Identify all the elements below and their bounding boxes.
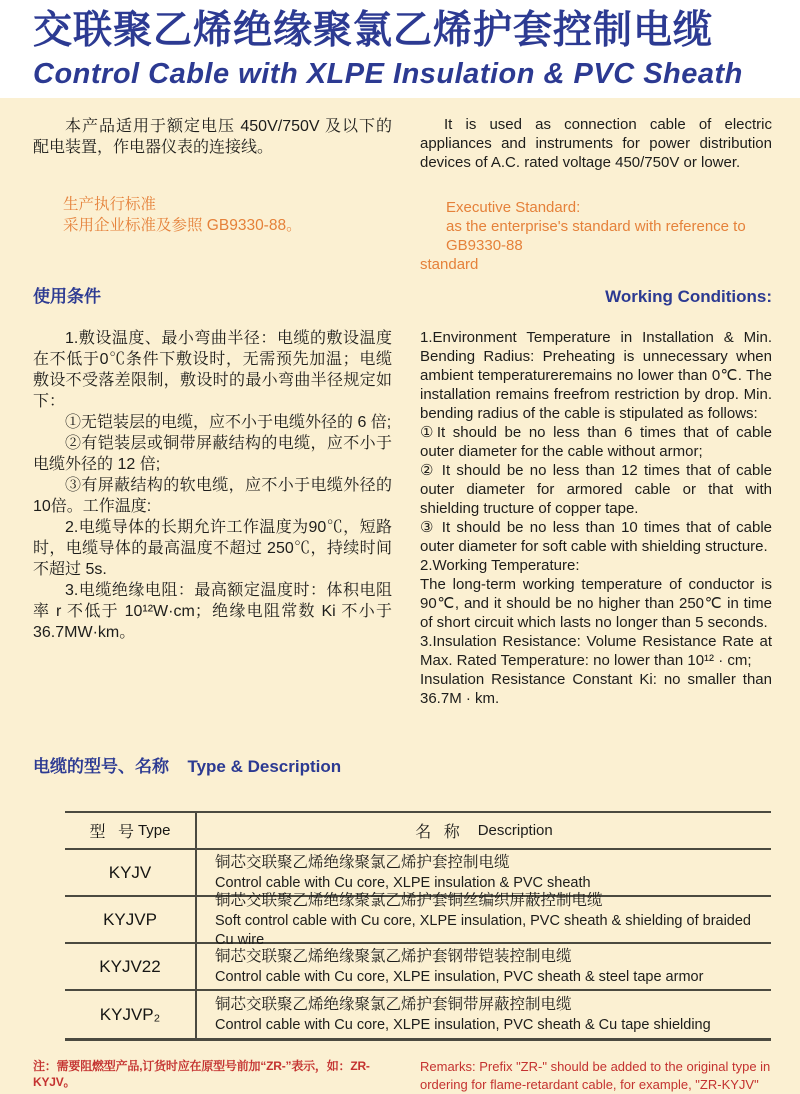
working-conditions-en — [420, 328, 772, 708]
remarks-section — [33, 1058, 772, 1094]
cell-description — [195, 991, 771, 1038]
table-header-description — [195, 813, 771, 848]
intro-paragraph-en: It is used as connection cable of electric appliances and instruments for power distribution devices of A.C. rated voltage 450/750V or lower. — [420, 116, 772, 171]
wc-en-paragraph: Insulation Resistance Constant Ki: no smaller than 36.7M · km. — [420, 671, 772, 707]
cell-type: KYJVP₂ — [99, 1004, 161, 1024]
cell-description — [195, 944, 771, 989]
page-title-chinese: 交联聚乙烯绝缘聚氯乙烯护套控制电缆 — [33, 9, 714, 52]
cell-description-zh: 铜芯交联聚乙烯绝缘聚氯乙烯护套铜丝编织屏蔽控制电缆 — [215, 891, 603, 909]
executive-standard-en-label: Executive Standard: — [446, 199, 581, 216]
cell-description-zh: 铜芯交联聚乙烯绝缘聚氯乙烯护套钢带铠装控制电缆 — [215, 948, 572, 965]
executive-standard-zh-text: 采用企业标准及参照 GB9330-88。 — [63, 217, 302, 234]
wc-en-paragraph: The long-term working temperature of conductor is 90℃, and it should be no higher than 250℃ in time of short circuit which lasts no longer than 5 seconds. — [420, 576, 772, 631]
table-row — [65, 891, 771, 948]
remark-zh: 注：需要阻燃型产品,订货时应在原型号前加“ZR-”表示，如：ZR-KYJV。 — [33, 1059, 370, 1089]
page-body — [0, 98, 800, 1094]
cell-description-zh: 铜芯交联聚乙烯绝缘聚氯乙烯护套铜带屏蔽控制电缆 — [215, 996, 572, 1013]
cell-description-en: Soft control cable with Cu core, XLPE insulation, PVC sheath & shielding of braided Cu wire — [215, 912, 751, 948]
wc-zh-paragraph: 2.电缆导体的长期允许工作温度为90℃，短路时，电缆导体的最高温度不超过 250℃，持续时间不超过 5s. — [33, 519, 392, 578]
table-header-type — [65, 813, 195, 848]
cell-type: KYJVP — [103, 909, 157, 929]
type-description-heading — [33, 752, 772, 777]
wc-zh-paragraph: ②有铠装层或铜带屏蔽结构的电缆，应不小于电缆外径的 12 倍; — [33, 435, 392, 473]
executive-standard-zh — [63, 194, 392, 236]
table-row — [65, 991, 771, 1038]
wc-en-paragraph: 1.Environment Temperature in Installation & Min. Bending Radius: Preheating is unnecessary when ambient temperatureremains no lower than 0℃. The installation remains freefrom restriction by drop. Min. bending radius of the cable is stipulated as follows: — [420, 329, 772, 422]
cell-description-en: Control cable with Cu core, XLPE insulation & PVC sheath — [215, 875, 591, 891]
wc-en-paragraph: ③ It should be no less than 10 times that of cable outer diameter for soft cable with shielding structure. — [420, 519, 772, 555]
wc-en-paragraph: ② It should be no less than 12 times that of cable outer diameter for armored cable or that with shielding tructure of copper tape. — [420, 462, 772, 517]
remark-en: Remarks: Prefix "ZR-" should be added to the original type in ordering for flame-retardant cable, for example, "ZR-KYJV" — [420, 1059, 771, 1092]
page-title-english: Control Cable with XLPE Insulation & PVC Sheath — [33, 58, 743, 90]
working-conditions-zh — [33, 328, 392, 708]
cell-description — [195, 891, 771, 948]
table-header-description-en: Description — [477, 822, 553, 839]
cell-description — [195, 850, 771, 895]
intro-paragraph-zh: 本产品适用于额定电压 450V/750V 及以下的配电装置，作电器仪表的连接线。 — [33, 118, 392, 156]
executive-standard-zh-label: 生产执行标准 — [63, 196, 157, 213]
intro-section — [33, 98, 772, 276]
working-conditions-headings — [33, 282, 772, 307]
working-conditions-heading-zh: 使用条件 — [33, 287, 101, 306]
table-header-description-zh: 名 称 — [415, 824, 464, 841]
page-header — [0, 0, 800, 98]
wc-zh-paragraph: 1.敷设温度、最小弯曲半径：电缆的敷设温度在不低于0℃条件下敷设时，无需预先加温；电缆敷设不受落差限制，敷设时的最小弯曲半径规定如下： — [33, 330, 392, 410]
wc-zh-paragraph: ③有屏蔽结构的软电缆，应不小于电缆外径的10倍。工作温度: — [33, 477, 392, 515]
intro-column-chinese — [33, 98, 392, 276]
working-conditions-section — [33, 328, 772, 708]
cable-type-table — [65, 811, 771, 1041]
working-conditions-heading-en: Working Conditions: — [605, 287, 772, 306]
cell-description-en: Control cable with Cu core, XLPE insulation, PVC sheath & steel tape armor — [215, 969, 704, 985]
table-row — [65, 944, 771, 991]
executive-standard-en-line1: as the enterprise's standard with reference to GB9330-88 — [446, 218, 746, 254]
wc-en-paragraph: 2.Working Temperature: — [420, 557, 580, 574]
wc-en-paragraph: 3.Insulation Resistance: Volume Resistance Rate at Max. Rated Temperature: no lower than 10¹² · cm; — [420, 633, 772, 669]
cell-description-en: Control cable with Cu core, XLPE insulation, PVC sheath & Cu tape shielding — [215, 1017, 711, 1033]
cell-type: KYJV — [108, 862, 152, 882]
type-description-heading-zh: 电缆的型号、名称 — [33, 757, 169, 776]
intro-column-english — [420, 98, 772, 276]
table-header-type-en: Type — [137, 822, 171, 839]
type-description-heading-en: Type & Description — [187, 757, 342, 776]
wc-zh-paragraph: ①无铠装层的电缆，应不小于电缆外径的 6 倍; — [65, 414, 392, 431]
executive-standard-en — [420, 198, 772, 274]
wc-zh-paragraph: 3.电缆绝缘电阻：最高额定温度时：体积电阻率 r 不低于 10¹²W·cm；绝缘电阻常数 Ki 不小于 36.7MW·km。 — [33, 582, 392, 641]
table-header-type-zh: 型 号 — [89, 824, 138, 841]
executive-standard-en-line2: standard — [420, 256, 479, 273]
wc-en-paragraph: ①It should be no less than 6 times that of cable outer diameter for the cable without armor; — [420, 424, 772, 460]
cell-description-zh: 铜芯交联聚乙烯绝缘聚氯乙烯护套控制电缆 — [215, 854, 510, 871]
table-header-row — [65, 813, 771, 850]
cell-type: KYJV22 — [99, 956, 161, 976]
